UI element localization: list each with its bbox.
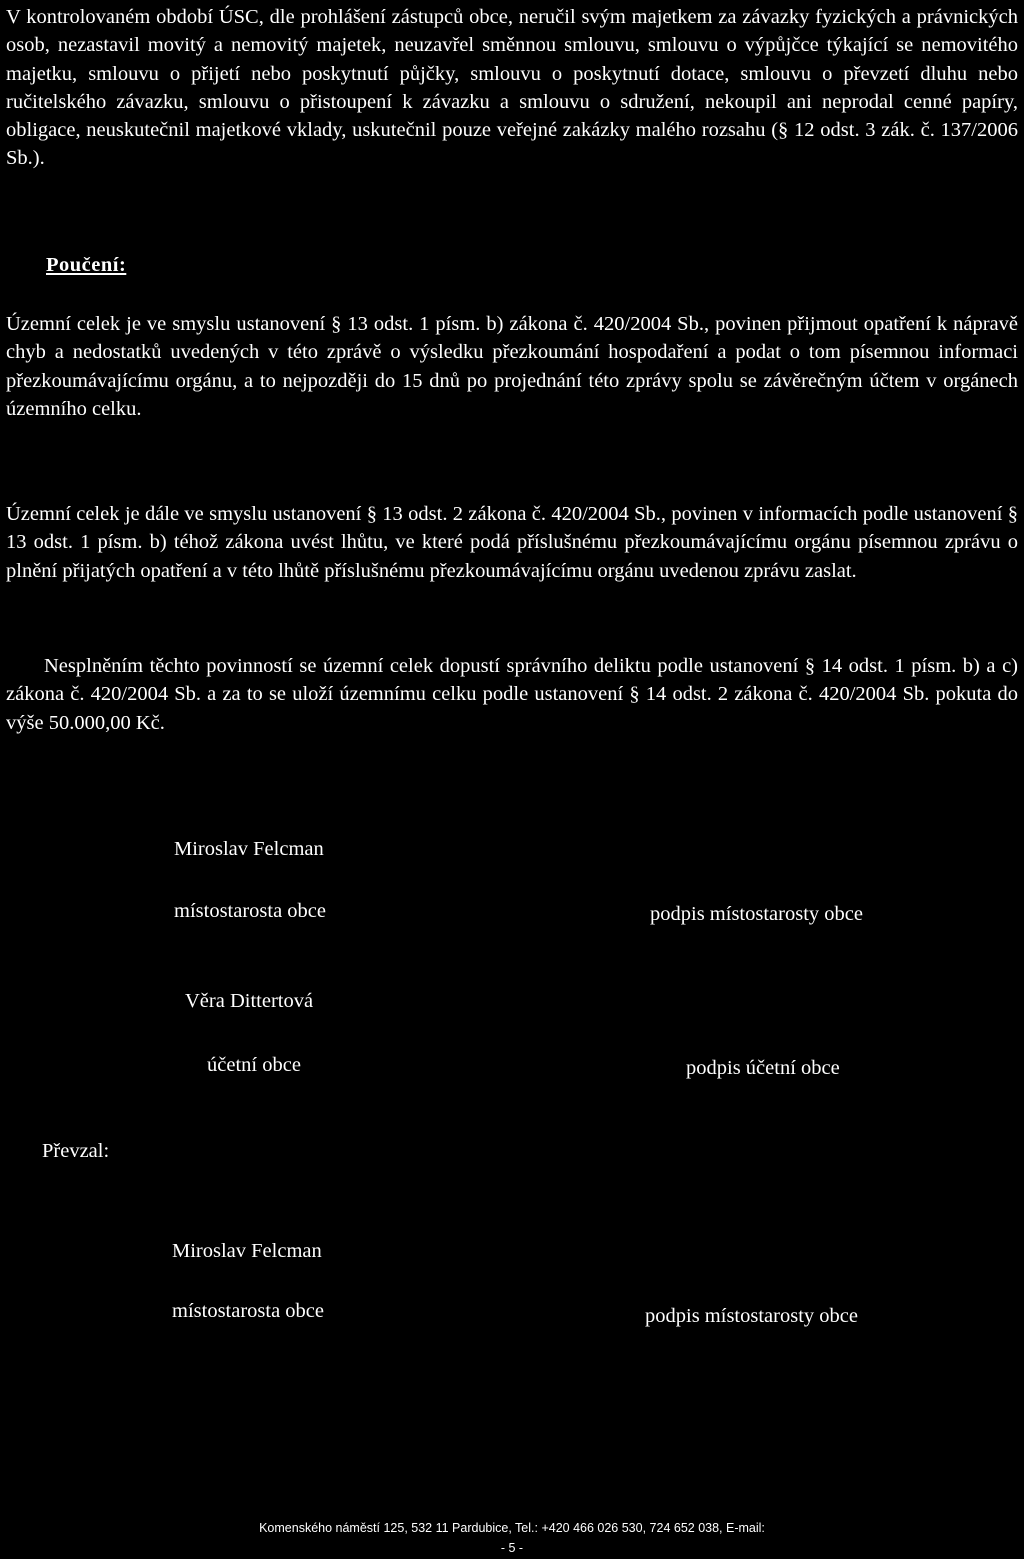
footer-address: Komenského náměstí 125, 532 11 Pardubice, Tel.: +420 466 026 530, 724 652 038, E-mail:	[259, 1521, 765, 1535]
signatory-name: Miroslav Felcman	[174, 838, 324, 860]
paragraph-uzemni-celek-2: Územní celek je dále ve smyslu ustanovení § 13 odst. 2 zákona č. 420/2004 Sb., povinen v informacích podle ustanovení § 13 odst. 1 písm. b) téhož zákona uvést lhůtu, ve které podá příslušnému přezkoumávajícímu orgánu písemnou zprávu o plnění přijatých opatření a v této lhůtě příslušnému přezkoumávajícímu orgánu uvedenou zprávu zaslat.	[6, 503, 1018, 582]
signature-label: podpis místostarosty obce	[645, 1305, 858, 1327]
paragraph-uzemni-celek-1: Územní celek je ve smyslu ustanovení § 13 odst. 1 písm. b) zákona č. 420/2004 Sb., povinen přijmout opatření k nápravě chyb a nedostatků uvedených v této zprávě o výsledku přezkoumání hospodaření a podat o tom písemnou informaci přezkoumávajícímu orgánu, a to nejpozději do 15 dnů po projednání této zprávy spolu se závěrečným účtem v orgánech územního celku.	[6, 313, 1018, 420]
paragraph-nesplneni: Nesplněním těchto povinností se územní celek dopustí správního deliktu podle ustanovení § 14 odst. 1 písm. b) a c) zákona č. 420/2004 Sb. a za to se uloží územnímu celku podle ustanovení § 14 odst. 2 zákona č. 420/2004 Sb. pokuta do výše 50.000,00 Kč.	[6, 655, 1018, 734]
pouceni-heading: Poučení:	[46, 254, 127, 276]
signatory-role: účetní obce	[207, 1054, 301, 1076]
signatory-name: Miroslav Felcman	[172, 1240, 322, 1262]
prevzal-label: Převzal:	[42, 1140, 110, 1162]
signature-label: podpis účetní obce	[686, 1057, 840, 1079]
paragraph-intro: V kontrolovaném období ÚSC, dle prohlášení zástupců obce, neručil svým majetkem za závazky fyzických a právnických osob, nezastavil movitý a nemovitý majetek, neuzavřel směnnou smlouvu, smlouvu o výpůjčce týkající se nemovitého majetku, smlouvu o přijetí nebo poskytnutí půjčky, smlouvu o poskytnutí dotace, smlouvu o převzetí dluhu nebo ručitelského závazku, smlouvu o přistoupení k závazku a smlouvu o sdružení, nekoupil ani neprodal cenné papíry, obligace, neuskutečnil majetkové vklady, uskutečnil pouze veřejné zakázky malého rozsahu (§ 12 odst. 3 zák. č. 137/2006 Sb.).	[6, 6, 1018, 170]
signatory-role: místostarosta obce	[174, 900, 327, 922]
page-number: - 5 -	[500, 1541, 524, 1555]
signatory-name: Věra Dittertová	[185, 990, 314, 1012]
signature-label: podpis místostarosty obce	[650, 903, 863, 925]
signatory-role: místostarosta obce	[172, 1300, 325, 1322]
